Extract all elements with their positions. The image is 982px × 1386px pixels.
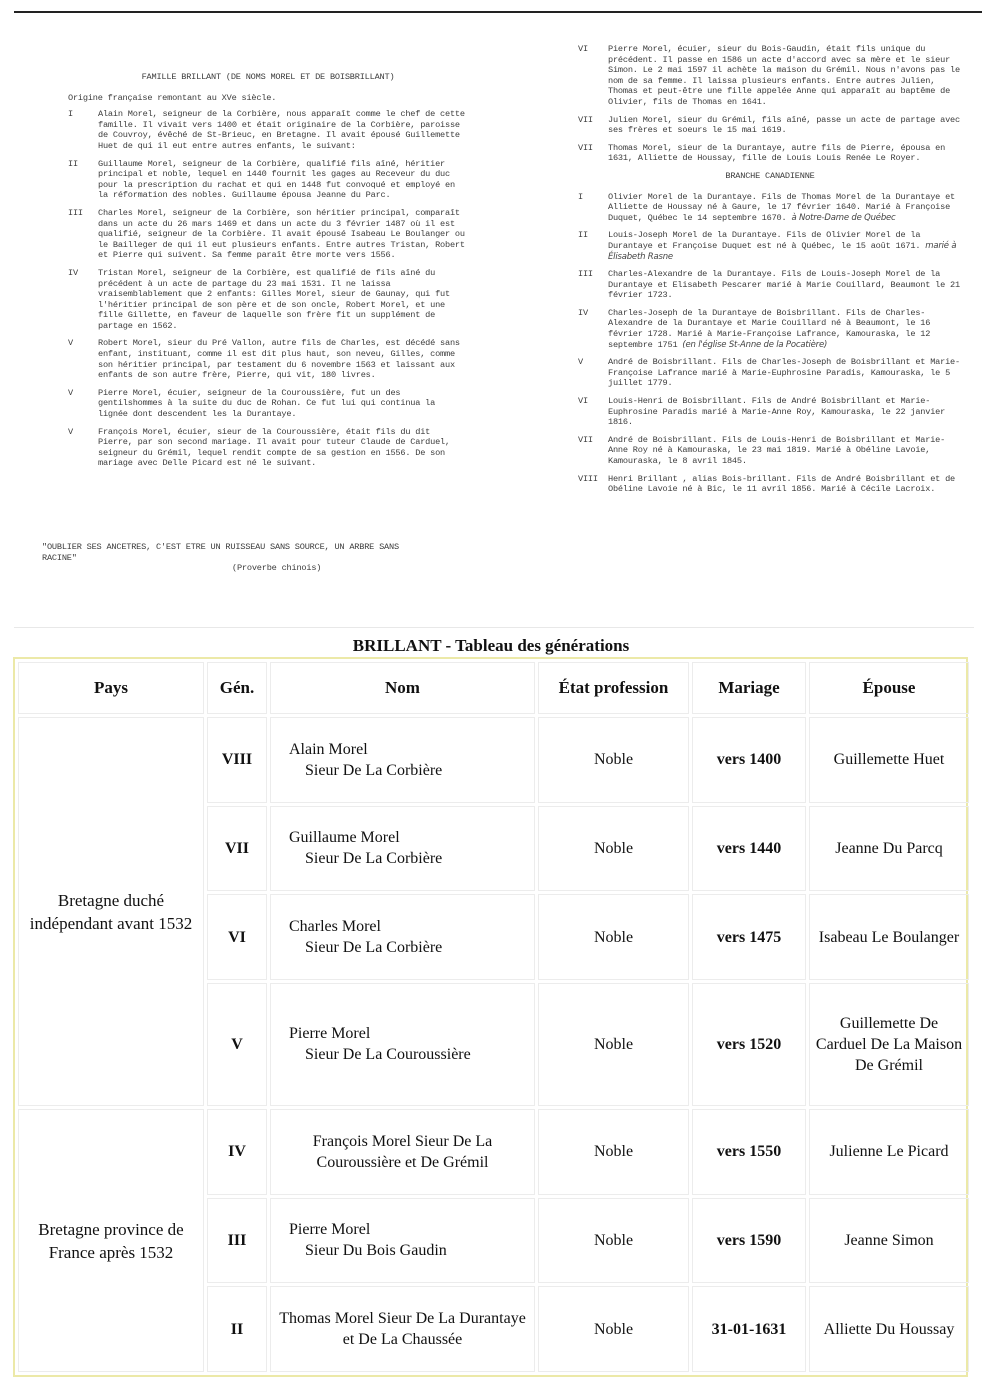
handwritten-note: à Notre-Dame de Québec	[791, 212, 896, 223]
entry-body: Alain Morel, seigneur de la Corbière, nous apparaît comme le chef de cette famille. Il vivait vers 1400 et était originaire de la Corbière, paroisse de Couvroy, évêché de St-Brieuc, en Bretagne. Il avait épousé Guillemette Huet de qui il eut entre autres enfants, le suivant:	[98, 109, 465, 151]
generations-table	[13, 657, 968, 1377]
entry-text	[608, 44, 962, 108]
name-cell	[270, 806, 535, 892]
marriage-cell: vers 1475	[692, 894, 806, 980]
left-entry	[68, 427, 468, 469]
header-epouse: Épouse	[809, 662, 969, 714]
spouse-cell: Alliette Du Houssay	[809, 1286, 969, 1372]
marriage-cell: vers 1400	[692, 717, 806, 803]
entry-text	[608, 230, 962, 262]
name-cell	[270, 1109, 535, 1195]
french-entry	[578, 115, 962, 136]
left-entry	[68, 338, 468, 380]
name-primary: Thomas Morel Sieur De La Durantaye et De La Chaussée	[279, 1310, 526, 1349]
name-cell	[270, 894, 535, 980]
entry-body: Pierre Morel, écuier, sieur du Bois-Gaudin, était fils unique du précédent. Il passe en 1586 un acte d'accord avec sa mère et le sieur Simon. Le 2 mai 1597 il achète la maison du Grémil. Nous n'avons pas le nom de sa femme. Il laissa plusieurs enfants. Entre autres Julien, Thomas et peut-être une fille appelée Anne qui apparaît au baptême de Olivier, fils de Thomas en 1641.	[608, 44, 960, 107]
entry-number: I	[68, 109, 73, 120]
entry-text	[608, 474, 962, 495]
left-entry	[68, 159, 468, 201]
left-typed-column	[68, 70, 468, 476]
generation-cell: VI	[207, 894, 267, 980]
name-primary: Alain Morel	[289, 740, 368, 758]
generation-cell: VIII	[207, 717, 267, 803]
family-heading: FAMILLE BRILLANT (DE NOMS MOREL ET DE BOISBRILLANT)	[141, 72, 395, 82]
name-title: Sieur De La Corbière	[305, 939, 443, 957]
table-title: BRILLANT - Tableau des générations	[352, 636, 630, 655]
header-mariage: Mariage	[692, 662, 806, 714]
generation-cell: VII	[207, 806, 267, 892]
top-rule	[14, 11, 982, 13]
name-primary: Guillaume Morel	[289, 829, 400, 847]
header-nom: Nom	[270, 662, 535, 714]
entry-number: V	[68, 338, 73, 349]
entry-number: I	[578, 191, 583, 202]
right-typed-column	[578, 44, 962, 502]
entry-text	[608, 269, 962, 301]
table-row	[18, 1109, 969, 1195]
entry-text	[608, 143, 962, 164]
entry-body: André de Boisbrillant. Fils de Louis-Henri de Boisbrillant et Marie-Anne Roy né à Kamouraska, le 23 mai 1819. Marié à Obéline Lavoie, Kamouraska, le 8 avril 1845.	[608, 434, 946, 466]
spouse-cell: Guillemette Huet	[809, 717, 969, 803]
right-entries-canadian	[578, 192, 962, 495]
proverb	[42, 542, 402, 574]
canadian-entry	[578, 308, 962, 350]
entry-body: Julien Morel, sieur du Grémil, fils aîné, passe un acte de partage avec ses frères et soeurs le 15 mai 1619.	[608, 114, 960, 136]
entry-number: V	[68, 426, 73, 437]
generation-cell: IV	[207, 1109, 267, 1195]
entry-number: VI	[578, 44, 588, 54]
entry-body: Olivier Morel de la Durantaye. Fils de Thomas Morel de la Durantaye et Alliette de Houssay né à Gaure, le 17 février 1640. Marié à Françoise Duquet, Québec le 14 septembre 1670.	[608, 191, 955, 223]
generation-cell: V	[207, 983, 267, 1106]
generation-cell: II	[207, 1286, 267, 1372]
proverb-source: (Proverbe chinois)	[232, 563, 322, 574]
table-row	[18, 717, 969, 803]
header-pays: Pays	[18, 662, 204, 714]
handwritten-note: (en l'église St-Anne de la Pocatière)	[682, 339, 828, 350]
name-cell	[270, 1286, 535, 1372]
french-entry	[578, 143, 962, 164]
left-entry	[68, 388, 468, 420]
entry-body: Louis-Henri de Boisbrillant. Fils de André Boisbrillant et Marie-Euphrosine Paradis marié à Marie-Anne Roy, Kamouraska, le 22 janvier 1816.	[608, 396, 946, 428]
entry-body: Robert Morel, sieur du Pré Vallon, autre fils de Charles, est décédé sans enfant, instituant, comme il est dit plus haut, son neveu, Gilles, comme son héritier principal, par testament du 6 novembre 1563 et laissant aux enfants de son autre frère, Pierre, qui vit, 180 livres.	[98, 338, 460, 381]
entry-text	[98, 109, 468, 151]
entry-text	[98, 388, 468, 420]
entry-number: V	[578, 357, 583, 368]
left-entry	[68, 268, 468, 332]
entry-number: V	[68, 387, 73, 398]
canadian-entry	[578, 269, 962, 301]
name-title: Sieur Du Bois Gaudin	[305, 1242, 447, 1260]
origin-line: Origine française remontant au XVe siècle.	[68, 92, 277, 103]
canadian-entry	[578, 230, 962, 262]
name-title: Sieur De La Corbière	[305, 761, 443, 779]
name-cell	[270, 983, 535, 1106]
section-divider	[14, 627, 974, 628]
entry-body: André de Boisbrillant. Fils de Charles-Joseph de Boisbrillant et Marie-Françoise Lafrance marié à Marie-Euphrosine Paradis, Kamouraska, le 5 juillet 1779.	[608, 357, 960, 389]
spouse-cell: Jeanne Du Parcq	[809, 806, 969, 892]
entry-text	[98, 268, 468, 332]
entry-body: Charles-Joseph de la Durantaye de Boisbrillant. Fils de Charles-Alexandre de la Durantaye et Marie Couillard né à Beaumont, le 16 février 1728. Marié à Marie-Françoise Lafrance, Kamouraska, le 12 septembre 1751	[608, 307, 931, 350]
entry-number: III	[68, 207, 83, 218]
left-entries	[68, 109, 468, 469]
generation-cell: III	[207, 1198, 267, 1284]
entry-number: II	[578, 230, 588, 241]
entry-body: Charles Morel, seigneur de la Corbière, son héritier principal, comparaît dans un acte du 26 mars 1469 et dans un acte du 3 février 1487 où il est qualifié, seigneur de la Corbière. Il avait épousé Isabeau Le Boulanger ou le Bailleger de qui il eut plusieurs enfants. Entre autres Tristan, Robert et Pierre qui suivent. Sa femme paraît être morte vers 1556.	[98, 207, 465, 261]
name-primary: Pierre Morel	[289, 1025, 371, 1043]
pays-cell: Bretagne duché indépendant avant 1532	[18, 717, 204, 1106]
handwritten-note: marié à Élisabeth Rasne	[608, 240, 957, 262]
name-primary: François Morel Sieur De La Couroussière et De Grémil	[312, 1132, 493, 1171]
pays-cell: Bretagne province de France après 1532	[18, 1109, 204, 1372]
spouse-cell: Isabeau Le Boulanger	[809, 894, 969, 980]
name-cell	[270, 717, 535, 803]
marriage-cell: vers 1440	[692, 806, 806, 892]
french-entry	[578, 44, 962, 108]
entry-body: Tristan Morel, seigneur de la Corbière, est qualifié de fils aîné du précédent à un acte de partage du 23 mai 1531. Il ne laissa vraisemblablement que 2 enfants: Gilles Morel, sieur de Gaunay, qui fut l'héritier principal de son père et de son oncle, Robert Morel, et une fille Gillette, en faveur de laquelle son frère fit un supplément de partage en 1562.	[98, 267, 450, 331]
header-etat: État profession	[538, 662, 689, 714]
entry-text	[608, 357, 962, 389]
entry-body: Louis-Joseph Morel de la Durantaye. Fils de Olivier Morel de la Durantaye et Françoise Duquet est né à Québec, le 15 août 1671.	[608, 230, 921, 251]
status-cell: Noble	[538, 1109, 689, 1195]
entry-number: II	[68, 158, 78, 169]
name-title: Sieur De La Corbière	[305, 850, 443, 868]
entry-text	[608, 435, 962, 467]
entry-text	[608, 192, 962, 224]
entry-text	[98, 159, 468, 201]
status-cell: Noble	[538, 717, 689, 803]
entry-text	[98, 427, 468, 469]
left-entry	[68, 109, 468, 151]
entry-number: VI	[578, 396, 588, 407]
canadian-branch-heading: BRANCHE CANADIENNE	[725, 170, 815, 181]
entry-body: Thomas Morel, sieur de la Durantaye, autre fils de Pierre, épousa en 1631, Alliette de Houssay, fille de Louis Louis Renée Le Royer.	[608, 142, 946, 164]
entry-number: III	[578, 269, 593, 280]
table-body	[18, 717, 969, 1372]
entry-number: VII	[578, 434, 593, 445]
entry-text	[608, 115, 962, 136]
table-header-row	[18, 662, 969, 714]
entry-text	[98, 338, 468, 380]
right-entries-french	[578, 44, 962, 164]
status-cell: Noble	[538, 894, 689, 980]
proverb-text: "OUBLIER SES ANCETRES, C'EST ETRE UN RUISSEAU SANS SOURCE, UN ARBRE SANS RACINE"	[42, 542, 399, 563]
spouse-cell: Guillemette De Carduel De La Maison De Grémil	[809, 983, 969, 1106]
entry-number: VIII	[578, 473, 598, 484]
name-primary: Charles Morel	[289, 918, 381, 936]
entry-body: Charles-Alexandre de la Durantaye. Fils de Louis-Joseph Morel de la Durantaye et Elisabeth Pescarer marié à Marie Couillard, Beaumont le 21 février 1723.	[608, 269, 960, 301]
entry-text	[608, 308, 962, 350]
status-cell: Noble	[538, 806, 689, 892]
status-cell: Noble	[538, 983, 689, 1106]
name-title: Sieur De La Couroussière	[305, 1046, 471, 1064]
marriage-cell: vers 1520	[692, 983, 806, 1106]
canadian-entry	[578, 474, 962, 495]
marriage-cell: vers 1590	[692, 1198, 806, 1284]
canadian-entry	[578, 396, 962, 428]
entry-body: François Morel, écuier, sieur de la Couroussière, était fils du dit Pierre, par son second mariage. Il avait pour tuteur Claude de Carduel, seigneur du Grémil, lequel rendit compte de sa gestion en 1556. De son mariage avec Delle Picard est né le suivant.	[98, 426, 450, 469]
marriage-cell: 31-01-1631	[692, 1286, 806, 1372]
entry-body: Pierre Morel, écuier, seigneur de la Couroussière, fut un des gentilshommes à la suite du duc de Rohan. Ce fut lui qui continua la lignée dont descendent les la Durantaye.	[98, 387, 436, 420]
entry-body: Guillaume Morel, seigneur de la Corbière, qualifié fils aîné, héritier principal et noble, lequel en 1440 fournit les gages au Receveur du duc pour la prescription du rachat et qui en 1448 fut convoqué et employé en la réformation des nobles. Guillaume épousa Jeanne du Parc.	[98, 158, 455, 201]
canadian-entry	[578, 357, 962, 389]
spouse-cell: Julienne Le Picard	[809, 1109, 969, 1195]
canadian-entry	[578, 192, 962, 224]
entry-number: VII	[578, 114, 593, 125]
name-primary: Pierre Morel	[289, 1221, 371, 1239]
entry-text	[608, 396, 962, 428]
entry-body: Henri Brillant , alias Bois-brillant. Fils de André Boisbrillant et de Obéline Lavoie né à Bic, le 11 avril 1856. Marié à Cécile Lacroix.	[608, 473, 955, 495]
left-entry	[68, 208, 468, 261]
entry-text	[98, 208, 468, 261]
status-cell: Noble	[538, 1198, 689, 1284]
entry-number: IV	[578, 307, 588, 318]
entry-number: IV	[68, 267, 78, 278]
canadian-entry	[578, 435, 962, 467]
header-gen: Gén.	[207, 662, 267, 714]
entry-number: VII	[578, 142, 593, 153]
status-cell: Noble	[538, 1286, 689, 1372]
spouse-cell: Jeanne Simon	[809, 1198, 969, 1284]
name-cell	[270, 1198, 535, 1284]
marriage-cell: vers 1550	[692, 1109, 806, 1195]
